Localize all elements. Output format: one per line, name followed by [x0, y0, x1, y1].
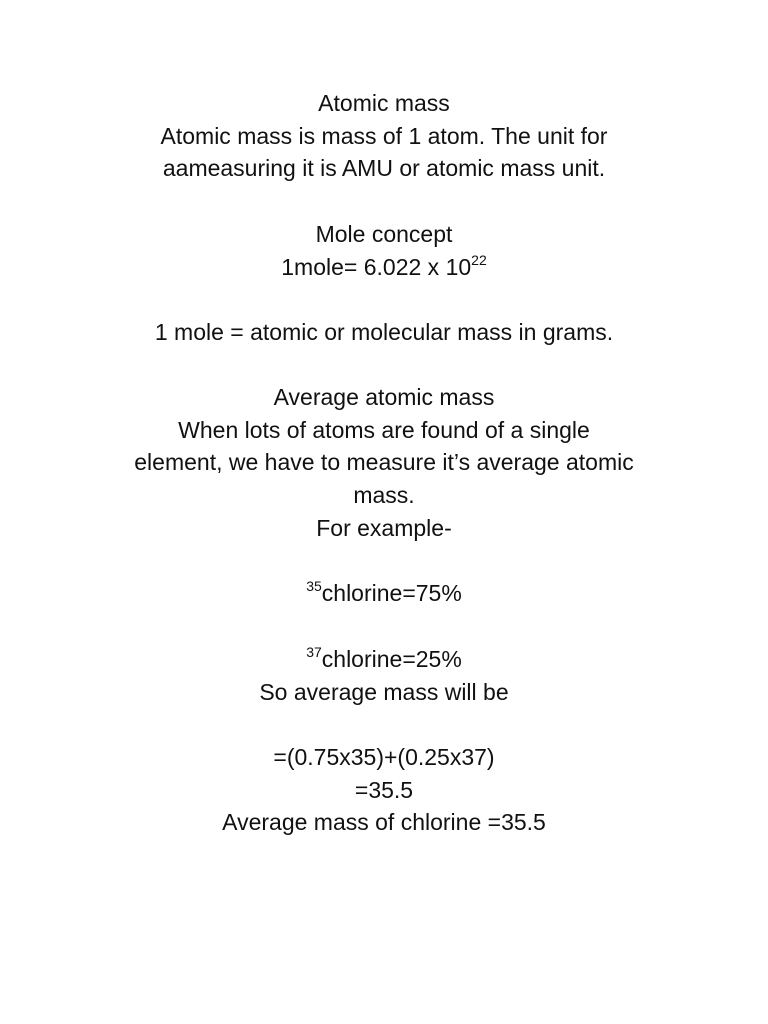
isotope-2-line [40, 643, 728, 676]
mole-concept-section [40, 218, 728, 283]
mole-concept-heading: Mole concept [315, 221, 453, 247]
calculation-line-1: =(0.75x35)+(0.25x37) [273, 744, 495, 770]
isotope-1-text: chlorine=75% [321, 580, 462, 606]
atomic-mass-definition-line-2: aameasuring it is AMU or atomic mass unit. [162, 155, 606, 182]
isotope-2-text: chlorine=25% [321, 646, 462, 672]
mole-equation-exponent: 22 [471, 252, 487, 269]
calculation-line-2: =35.5 [354, 776, 414, 803]
isotope-1-block [40, 577, 728, 610]
calculation-block [40, 741, 728, 839]
isotope-1-mass-number: 35 [306, 578, 322, 595]
isotope-2-block [40, 643, 728, 708]
average-atomic-mass-section [40, 381, 728, 545]
average-paragraph-line-1: When lots of atoms are found of a single [178, 416, 590, 443]
atomic-mass-heading: Atomic mass [318, 90, 450, 116]
isotope-1-line [40, 577, 728, 610]
atomic-mass-section [40, 87, 728, 185]
average-paragraph-line-2: element, we have to measure it’s average atomic [134, 449, 634, 476]
mole-equation [40, 251, 728, 284]
average-paragraph-line-3: mass. [353, 482, 415, 509]
example-label: For example- [316, 514, 452, 541]
average-atomic-mass-heading: Average atomic mass [273, 384, 495, 410]
so-average-line: So average mass will be [259, 678, 509, 705]
isotope-2-mass-number: 37 [306, 644, 322, 661]
mole-equation-prefix: 1mole= 6.022 x 10 [281, 253, 472, 280]
atomic-mass-definition-line-1: Atomic mass is mass of 1 atom. The unit for [160, 122, 608, 149]
mole-mass-statement: 1 mole = atomic or molecular mass in grams. [154, 319, 614, 345]
mole-mass-statement-block [40, 316, 728, 349]
conclusion-line: Average mass of chlorine =35.5 [222, 809, 546, 836]
